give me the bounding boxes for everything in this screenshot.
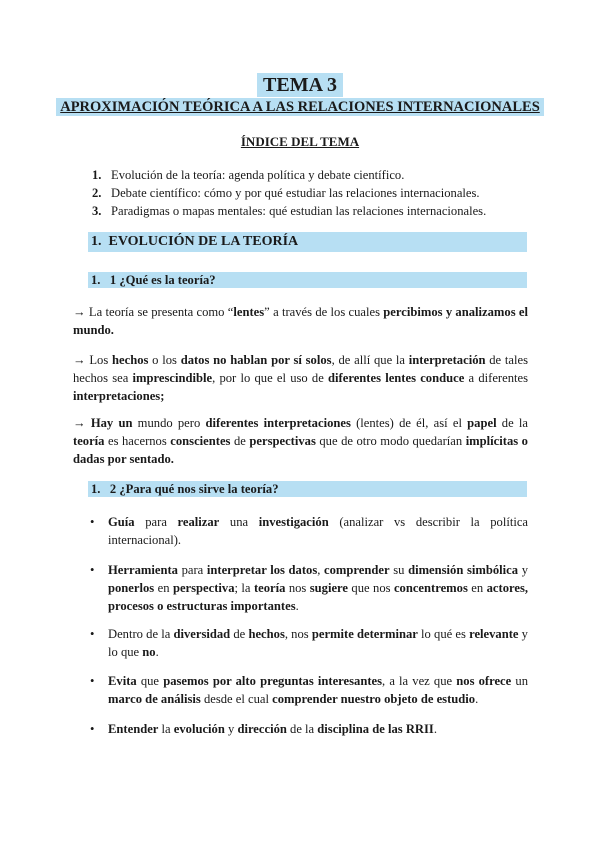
text: mundo pero xyxy=(132,416,206,430)
text: de tales hechos sea xyxy=(73,353,528,385)
text: y lo que xyxy=(108,627,528,659)
bullet-icon: • xyxy=(90,515,95,529)
bullet-list xyxy=(90,561,528,615)
text: desde el cual xyxy=(200,692,273,706)
bold-text: papel xyxy=(467,416,497,430)
subtitle-text: APROXIMACIÓN TEÓRICA A LAS RELACIONES INTERNACIONALES xyxy=(56,98,544,116)
bold-text: lentes xyxy=(233,305,265,319)
text: ; la xyxy=(234,581,254,595)
bold-text: diferentes lentes conduce xyxy=(328,371,465,385)
text: en xyxy=(154,581,173,595)
text: y xyxy=(224,722,238,736)
bold-text: Entender xyxy=(108,722,159,736)
toc-item: 1. Evolución de la teoría: agenda política y debate científico. xyxy=(92,168,405,182)
text: Dentro de la xyxy=(108,627,174,641)
bold-text: Herramienta xyxy=(108,563,178,577)
list-item xyxy=(90,672,528,708)
bold-text: pasemos por alto preguntas interesantes xyxy=(163,674,383,688)
text: a diferentes xyxy=(464,371,528,385)
list-item xyxy=(90,513,528,549)
text: que de otro modo quedarían xyxy=(315,434,466,448)
text: , xyxy=(317,563,325,577)
bold-text: actores, procesos o estructuras importantes xyxy=(108,581,529,613)
text: que nos xyxy=(348,581,394,595)
text: la xyxy=(158,722,174,736)
bold-text: diferentes interpretaciones xyxy=(205,416,351,430)
text: que xyxy=(136,674,164,688)
text: de la xyxy=(286,722,318,736)
bold-text: conscientes xyxy=(170,434,231,448)
text: , por lo que el uso de xyxy=(212,371,329,385)
bullet-list xyxy=(90,625,528,661)
paragraph xyxy=(73,351,528,405)
toc-item: 3. Paradigmas o mapas mentales: qué estudian las relaciones internacionales. xyxy=(92,204,487,218)
bold-text: percibimos y analizamos el mundo. xyxy=(73,305,528,337)
bold-text: dimensión simbólica xyxy=(408,563,519,577)
bold-text: nos ofrece xyxy=(456,674,512,688)
bold-text: marco de análisis xyxy=(108,692,201,706)
page-subtitle xyxy=(0,98,600,116)
bold-text: evolución xyxy=(173,722,225,736)
bold-text: hechos xyxy=(248,627,285,641)
text: de xyxy=(230,627,249,641)
text: un xyxy=(511,674,528,688)
subsection-heading-1-1: 1. 1 ¿Qué es la teoría? xyxy=(88,272,527,288)
subsection-heading-1-2: 1. 2 ¿Para qué nos sirve la teoría? xyxy=(88,481,527,497)
text: → xyxy=(73,416,91,430)
index-title: ÍNDICE DEL TEMA xyxy=(240,134,360,149)
text: , de allí que la xyxy=(331,353,409,367)
bold-text: teoría xyxy=(253,581,286,595)
text: para xyxy=(177,563,207,577)
list-item xyxy=(90,625,528,661)
bold-text: Evita xyxy=(108,674,137,688)
paragraph xyxy=(73,414,528,468)
toc-item: 2. Debate científico: cómo y por qué estudiar las relaciones internacionales. xyxy=(92,186,480,200)
bold-text: sugiere xyxy=(309,581,348,595)
bullet-icon: • xyxy=(90,722,95,736)
text: , a la vez que xyxy=(382,674,457,688)
bold-text: imprescindible xyxy=(132,371,213,385)
text: de xyxy=(230,434,250,448)
bold-text: comprender nuestro objeto de estudio xyxy=(272,692,476,706)
bullet-icon: • xyxy=(90,627,95,641)
bold-text: relevante xyxy=(469,627,519,641)
bold-text: comprender xyxy=(324,563,390,577)
bold-text: dirección xyxy=(237,722,287,736)
text: ” a través de los cuales xyxy=(264,305,384,319)
paragraph xyxy=(73,303,528,339)
text: nos xyxy=(285,581,310,595)
bold-text: perspectiva xyxy=(172,581,235,595)
text: su xyxy=(389,563,409,577)
text: . xyxy=(433,722,437,736)
bold-text: permite determinar xyxy=(311,627,418,641)
bold-text: Hay un xyxy=(90,416,133,430)
title-text: TEMA 3 xyxy=(257,73,343,97)
text: (lentes) de él, así el xyxy=(350,416,468,430)
bold-text: datos no hablan por sí solos xyxy=(180,353,332,367)
bullet-list xyxy=(90,720,528,738)
text: de la xyxy=(496,416,529,430)
list-item xyxy=(90,720,528,738)
bold-text: implícitas o dadas por sentado. xyxy=(73,434,528,466)
text: en xyxy=(467,581,487,595)
bold-text: hechos xyxy=(112,353,149,367)
bold-text: disciplina de las RRII xyxy=(317,722,434,736)
bold-text: no xyxy=(142,645,156,659)
bold-text: teoría xyxy=(73,434,105,448)
text: → Los xyxy=(73,353,113,367)
bold-text: interpretación xyxy=(408,353,486,367)
table-of-contents xyxy=(92,166,486,220)
bullet-list xyxy=(90,513,528,549)
bold-text: interpretar los datos xyxy=(206,563,318,577)
text: . xyxy=(475,692,479,706)
bold-text: diversidad xyxy=(173,627,231,641)
bold-text: realizar xyxy=(177,515,220,529)
text: una xyxy=(219,515,259,529)
text: (analizar vs describir la política internacional). xyxy=(108,515,529,547)
bullet-list xyxy=(90,672,528,708)
text: o los xyxy=(148,353,181,367)
bold-text: interpretaciones; xyxy=(73,389,165,403)
text: , nos xyxy=(284,627,312,641)
text: . xyxy=(295,599,299,613)
page-title xyxy=(0,74,600,97)
bold-text: investigación xyxy=(258,515,329,529)
bold-text: perspectivas xyxy=(249,434,316,448)
bold-text: concentremos xyxy=(393,581,468,595)
text: lo qué es xyxy=(417,627,470,641)
bold-text: Guía xyxy=(108,515,135,529)
text: . xyxy=(155,645,159,659)
text: para xyxy=(134,515,178,529)
list-item xyxy=(90,561,528,615)
text: es hacernos xyxy=(104,434,171,448)
text: → La teoría se presenta como “ xyxy=(73,305,234,319)
bullet-icon: • xyxy=(90,563,95,577)
text: y xyxy=(518,563,529,577)
section-heading-1: 1. EVOLUCIÓN DE LA TEORÍA xyxy=(88,232,527,252)
bullet-icon: • xyxy=(90,674,95,688)
bold-text: ponerlos xyxy=(108,581,155,595)
